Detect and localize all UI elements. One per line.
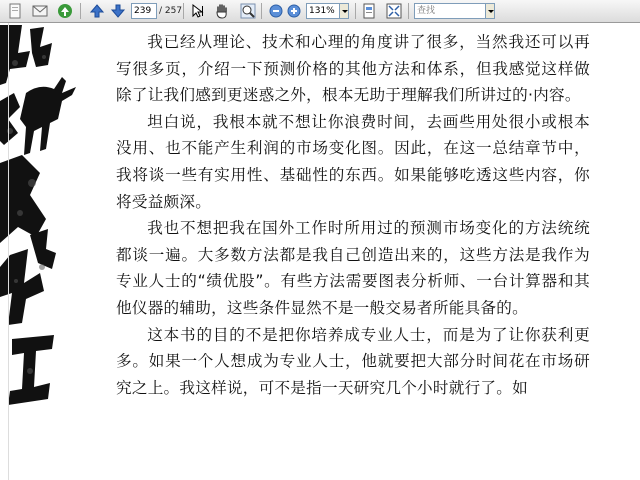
paragraph: 我已经从理论、技术和心理的角度讲了很多，当然我还可以再写很多页，介绍一下预测价格的其他方法和体系，但我感觉这样做除了让我们感到更迷惑之外，根本无助于理解我们所讲过的·内容。 <box>116 33 590 105</box>
email-icon[interactable] <box>32 3 48 19</box>
paragraph: 这本书的目的不是把你培养成专业人士，而是为了让你获利更多。如果一个人想成为专业人士，他就要把大部分时间花在市场研究之上。我这样说，可不是指一天研究几个小时就行了。如 <box>116 325 590 397</box>
sign-icon[interactable] <box>57 3 73 19</box>
fit-page-icon[interactable] <box>361 3 377 19</box>
book-cover-artwork <box>0 23 84 480</box>
paragraph: 我也不想把我在国外工作时所用过的预测市场变化的方法统统都谈一遍。大多数方法都是我自己创造出来的，这些方法是我作为专业人士的“绩优股”。有些方法需要图表分析师、一台计算器和其他仪器的辅助，这些条件显然不是一般交易者所能具备的。 <box>116 219 590 317</box>
fullscreen-icon[interactable] <box>386 3 402 19</box>
page-total: / 257 <box>159 6 183 16</box>
zoom-in-icon[interactable] <box>286 3 302 19</box>
document-page <box>0 23 640 480</box>
document-text <box>116 29 590 401</box>
zoom-level-input[interactable] <box>306 3 340 19</box>
search-input[interactable] <box>414 3 486 19</box>
zoom-out-icon[interactable] <box>268 3 284 19</box>
paragraph: 坦白说，我根本就不想让你浪费时间，去画些用处很小或根本没用、也不能产生利润的市场变化图。因此，在这一总结章节中，我将谈一些有实用性、基础性的东西。如果能够吃透这些内容，你将受益颇深。 <box>116 112 590 211</box>
zoom-dropdown-button[interactable] <box>340 3 349 19</box>
select-text-icon[interactable] <box>190 3 206 19</box>
prev-page-icon[interactable] <box>89 3 105 19</box>
save-icon[interactable] <box>7 3 23 19</box>
page-number-input[interactable] <box>131 3 157 19</box>
search-dropdown-button[interactable] <box>486 3 495 19</box>
toolbar <box>0 0 640 23</box>
zoom-tool-icon[interactable] <box>240 3 256 19</box>
next-page-icon[interactable] <box>110 3 126 19</box>
hand-tool-icon[interactable] <box>214 3 230 19</box>
